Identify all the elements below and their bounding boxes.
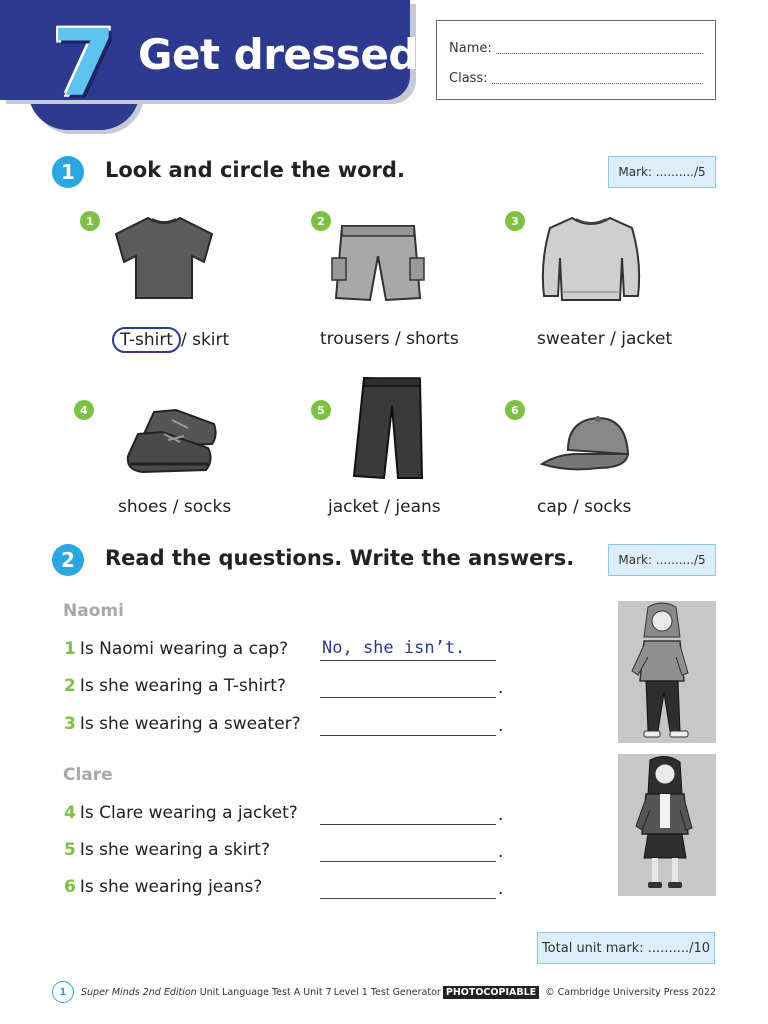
- item-1-other-option[interactable]: / skirt: [180, 330, 230, 350]
- answer-1-field[interactable]: No, she isn’t.: [320, 637, 496, 661]
- item-6-number: 6: [505, 400, 525, 420]
- shorts-icon: [328, 222, 428, 304]
- item-2-number: 2: [311, 211, 331, 231]
- section-2-mark: Mark: ........../5: [608, 544, 716, 576]
- item-1-words[interactable]: [112, 327, 229, 353]
- item-2-words[interactable]: trousers / shorts: [320, 329, 459, 349]
- item-3-words[interactable]: sweater / jacket: [537, 329, 673, 349]
- shoes-icon: [124, 404, 220, 478]
- name-row[interactable]: [449, 33, 703, 63]
- answer-4-period: .: [498, 805, 504, 825]
- question-6: 6 Is she wearing jeans?: [64, 877, 263, 897]
- question-4: 4 Is Clare wearing a jacket?: [64, 803, 298, 823]
- cap-icon: [538, 414, 632, 474]
- t-shirt-icon: [108, 212, 220, 302]
- section-1-number: 1: [52, 156, 84, 188]
- person-name-naomi: Naomi: [63, 601, 124, 621]
- answer-5-period: .: [498, 842, 504, 862]
- item-4-words[interactable]: shoes / socks: [118, 497, 232, 517]
- item-6-words[interactable]: cap / socks: [537, 497, 632, 517]
- circled-option[interactable]: T-shirt: [112, 327, 181, 353]
- class-label: Class:: [449, 70, 488, 86]
- sweater-icon: [536, 212, 646, 304]
- section-1-title: Look and circle the word.: [105, 158, 405, 182]
- jeans-icon: [350, 376, 426, 482]
- item-5-number: 5: [311, 400, 331, 420]
- answer-6-period: .: [498, 879, 504, 899]
- item-1-number: 1: [80, 211, 100, 231]
- answer-5-field[interactable]: [320, 838, 496, 862]
- item-4-number: 4: [74, 400, 94, 420]
- question-3: 3 Is she wearing a sweater?: [64, 714, 301, 734]
- series-name: Super Minds 2nd Edition: [81, 986, 197, 998]
- copyright: © Cambridge University Press 2022: [545, 986, 716, 998]
- page-title: Get dressed: [138, 30, 418, 79]
- page-number: 1: [52, 981, 74, 1003]
- name-field[interactable]: [496, 42, 703, 54]
- answer-3-period: .: [498, 716, 504, 736]
- total-unit-mark: Total unit mark: ........../10: [537, 932, 715, 964]
- answer-2-field[interactable]: [320, 674, 496, 698]
- answer-3-field[interactable]: [320, 712, 496, 736]
- answer-4-field[interactable]: [320, 801, 496, 825]
- question-1: 1 Is Naomi wearing a cap?: [64, 639, 289, 659]
- generator-name: Level 1 Test Generator: [333, 986, 441, 998]
- question-5: 5 Is she wearing a skirt?: [64, 840, 270, 860]
- name-class-box: [436, 20, 716, 100]
- section-1-mark: Mark: ........../5: [608, 156, 716, 188]
- answer-6-field[interactable]: [320, 875, 496, 899]
- question-2: 2 Is she wearing a T-shirt?: [64, 676, 286, 696]
- naomi-illustration: [618, 601, 716, 743]
- section-2-number: 2: [52, 544, 84, 576]
- unit-number: 7: [51, 10, 116, 117]
- answer-2-period: .: [498, 678, 504, 698]
- class-row[interactable]: [449, 63, 703, 93]
- section-2-title: Read the questions. Write the answers.: [105, 546, 575, 570]
- footer: [52, 980, 716, 1004]
- test-name: Unit Language Test A Unit 7: [199, 986, 332, 998]
- item-3-number: 3: [505, 211, 525, 231]
- item-5-words[interactable]: jacket / jeans: [328, 497, 441, 517]
- photocopiable-badge: PHOTOCOPIABLE: [443, 986, 539, 999]
- class-field[interactable]: [492, 72, 703, 84]
- clare-illustration: [618, 754, 716, 896]
- person-name-clare: Clare: [63, 765, 113, 785]
- name-label: Name:: [449, 40, 492, 56]
